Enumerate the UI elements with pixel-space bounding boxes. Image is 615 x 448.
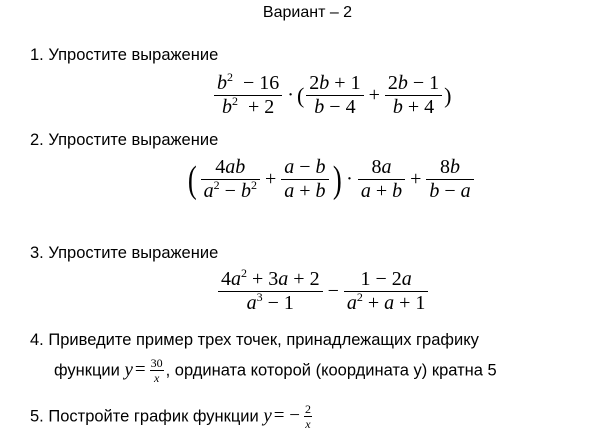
fraction-1c: $\frac{2b - 1}{b + 4}$ (385, 72, 442, 119)
task-3-number: 3. (30, 244, 44, 262)
task-1-number: 1. (30, 46, 44, 64)
expression-1: $\frac{b^2 - 16}{b^2 + 2}$ · ( $\frac{2b + 1}{b - 4}$ + $\frac{2b - 1}{b + 4}$ ) (212, 72, 451, 119)
task-5-number: 5. (30, 407, 44, 426)
page-title: Вариант – 2 (262, 4, 353, 21)
fraction-1a: $\frac{b^2 - 16}{b^2 + 2}$ (214, 72, 282, 119)
fraction-2d: $\frac{8b}{b - a}$ (426, 156, 473, 203)
task-1 (30, 46, 218, 65)
fraction-1b: $\frac{2b + 1}{b - 4}$ (306, 72, 363, 119)
fraction-2a: $\frac{4ab}{a^2 - b^2}$ (201, 156, 260, 203)
task-2-text: Упростите выражение (48, 131, 219, 149)
task-5: 5. Постройте график функции y = − $\frac{2}{x}$ (30, 402, 311, 432)
fraction-4: $\frac{30}{x}$ (150, 356, 163, 386)
task-4-line-2: функции y = $\frac{30}{x}$ , ордината которой (координата у) кратна 5 (54, 356, 497, 386)
task-4 (30, 331, 479, 350)
task-1-text: Упростите выражение (48, 46, 219, 64)
task-4-number: 4. (30, 331, 44, 349)
fraction-5: $\frac{2}{x}$ (304, 402, 311, 432)
task-4-line-2-suffix: , ордината которой (координата у) кратна 5 (165, 361, 497, 380)
task-3-text: Упростите выражение (48, 244, 219, 262)
fraction-2b: $\frac{a - b}{a + b}$ (281, 156, 328, 203)
task-2 (30, 131, 218, 150)
task-3 (30, 244, 218, 263)
task-4-line-2-prefix: функции (54, 361, 120, 380)
fraction-3b: $\frac{1 - 2a}{a^2 + a + 1}$ (344, 268, 429, 315)
task-4-line-1: Приведите пример трех точек, принадлежащих графику (48, 331, 479, 349)
task-2-number: 2. (30, 131, 44, 149)
expression-2: ( $\frac{4ab}{a^2 - b^2}$ + $\frac{a - b}{a + b}$ ) · $\frac{8a}{a + b}$ + $\frac{8b}{b - a}$ (186, 156, 476, 203)
fraction-2c: $\frac{8a}{a + b}$ (358, 156, 405, 203)
fraction-3a: $\frac{4a^2 + 3a + 2}{a^3 - 1}$ (218, 268, 323, 315)
task-5-text: Постройте график функции (48, 407, 259, 426)
expression-3: $\frac{4a^2 + 3a + 2}{a^3 - 1}$ − $\frac{1 - 2a}{a^2 + a + 1}$ (216, 268, 430, 315)
